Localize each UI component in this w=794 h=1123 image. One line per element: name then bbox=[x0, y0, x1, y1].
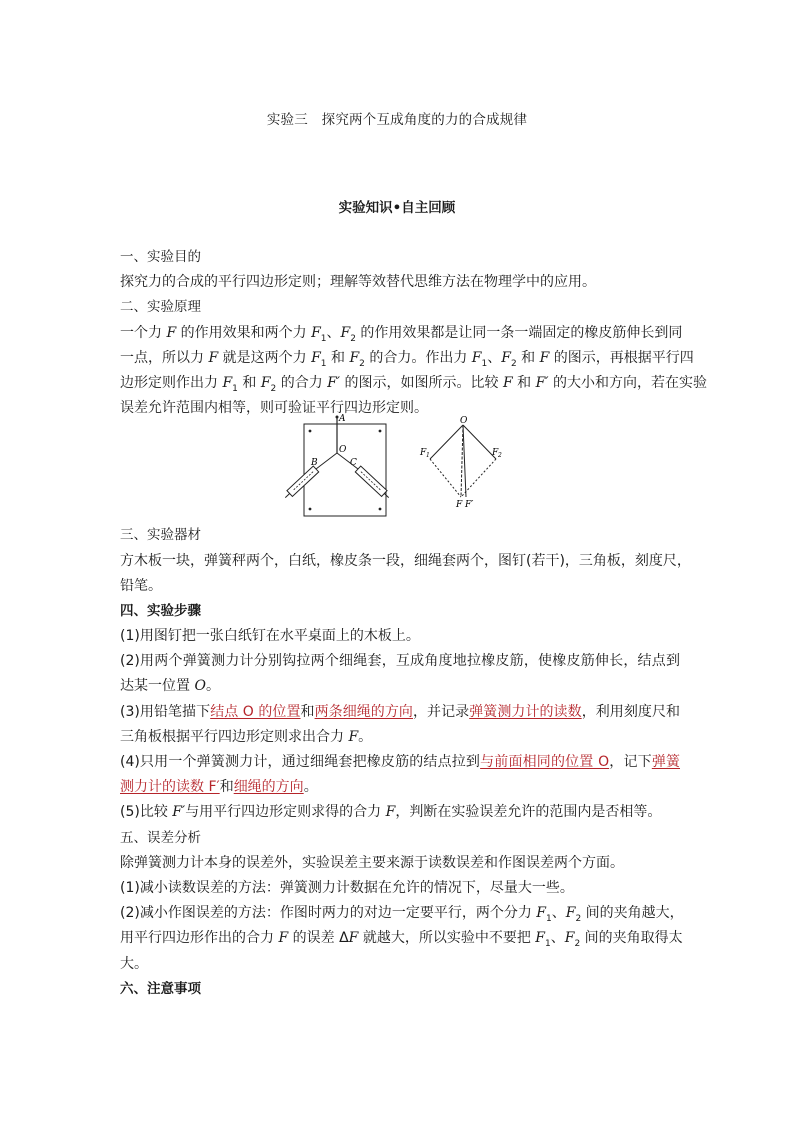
principle-line-2: 一点，所以力 F 就是这两个力 $F_1$ 和 $F_2$ 的合力。作出力 $F_1$、$F_2$ 和 F 的图示，再根据平行四 bbox=[120, 349, 694, 369]
document-body bbox=[120, 245, 707, 1002]
pin bbox=[379, 430, 382, 433]
heading-error-analysis: 五、误差分析 bbox=[120, 829, 201, 846]
heading-steps: 四、实验步骤 bbox=[120, 602, 201, 619]
vector-f bbox=[461, 425, 463, 497]
step-5: (5)比较 F′与用平行四边形定则求得的合力 F，判断在实验误差允许的范围内是否相等。 bbox=[120, 804, 662, 821]
error-line-3: (2)减小作图误差的方法：作图时两力的对边一定要平行，两个分力 $F_1$、$F_2$ 间的夹角越大， bbox=[120, 905, 684, 924]
label-b: B bbox=[311, 458, 318, 469]
equipment-line-2: 铅笔。 bbox=[120, 577, 162, 594]
error-line-5: 大。 bbox=[120, 955, 148, 972]
blank-answer: 细绳的方向 bbox=[233, 779, 304, 796]
step-2-line-1: (2)用两个弹簧测力计分别钩拉两个细绳套，互成角度地拉橡皮筋，使橡皮筋伸长，结点到 bbox=[120, 653, 680, 670]
principle-line-4: 误差允许范围内相等，则可验证平行四边形定则。 bbox=[120, 400, 428, 417]
step-2-line-2: 达某一位置 O。 bbox=[120, 678, 220, 695]
blank-answer: 与前面相同的位置 O bbox=[480, 754, 610, 770]
step-3-line-2: 三角板根据平行四边形定则求出合力 F。 bbox=[120, 728, 373, 745]
step-3-line-1: (3)用铅笔描下结点 O 的位置和两条细绳的方向，并记录弹簧测力计的读数，利用刻度尺和 bbox=[120, 703, 681, 720]
label-f1: F bbox=[420, 448, 427, 459]
error-line-1: 除弹簧测力计本身的误差外，实验误差主要来源于读数误差和作图误差两个方面。 bbox=[120, 854, 624, 871]
pin bbox=[309, 430, 312, 433]
label-f2: F bbox=[492, 448, 499, 459]
blank-answer: 结点 O 的位置 bbox=[210, 703, 301, 720]
blank-answer: 两条细绳的方向 bbox=[314, 703, 413, 720]
error-line-4: 用平行四边形作出的合力 F 的误差 ΔF 就越大，所以实验中不要把 $F_1$、$F_2$ 间的夹角取得太 bbox=[120, 930, 683, 950]
equipment-line-1: 方木板一块，弹簧秤两个，白纸，橡皮条一段，细绳套两个，图钉(若干)，三角板，刻度尺， bbox=[120, 552, 691, 569]
board-diagram bbox=[283, 414, 392, 516]
principle-line-3: 边形定则作出力 $F_1$ 和 $F_2$ 的合力 F′ 的图示，如图所示。比较 F 和 F′ 的大小和方向，若在实验 bbox=[120, 374, 707, 394]
label-c: C bbox=[350, 458, 357, 469]
heading-equipment: 三、实验器材 bbox=[120, 527, 201, 544]
blank-answer: 弹簧 bbox=[651, 754, 680, 770]
experiment-figure bbox=[120, 414, 680, 523]
step-1: (1)用图钉把一张白纸钉在水平桌面上的木板上。 bbox=[120, 628, 420, 645]
spring-scale-left bbox=[283, 466, 319, 500]
vector-f-prime bbox=[463, 425, 466, 497]
step-4-line-2: 测力计的读数 F′和细绳的方向。 bbox=[120, 779, 318, 796]
document-title: 实验三 探究两个互成角度的力的合成规律 bbox=[266, 112, 528, 128]
heading-purpose: 一、实验目的 bbox=[120, 249, 201, 265]
purpose-text: 探究力的合成的平行四边形定则；理解等效替代思维方法在物理学中的应用。 bbox=[120, 274, 596, 291]
dashed-side bbox=[430, 459, 461, 497]
blank-answer: 测力计的读数 F′ bbox=[120, 779, 220, 796]
force-diagram bbox=[419, 416, 502, 510]
string-b bbox=[316, 453, 337, 469]
pin bbox=[379, 508, 382, 511]
svg-text:2: 2 bbox=[498, 452, 502, 460]
figure-svg bbox=[120, 414, 680, 523]
principle-line-1: 一个力 F 的作用效果和两个力 $F_1$、$F_2$ 的作用效果都是让同一条一端固定的橡皮筋伸长到同 bbox=[120, 324, 683, 344]
step-4-line-1: (4)只用一个弹簧测力计，通过细绳套把橡皮筋的结点拉到与前面相同的位置 O，记下弹簧 bbox=[120, 754, 680, 770]
label-a: A bbox=[339, 414, 346, 425]
vector-f1 bbox=[430, 425, 463, 459]
section-subtitle: 实验知识•自主回顾 bbox=[338, 200, 456, 216]
heading-principle: 二、实验原理 bbox=[120, 299, 201, 316]
blank-answer: 弹簧测力计的读数 bbox=[469, 703, 582, 720]
error-line-2: (1)减小读数误差的方法：弹簧测力计数据在允许的情况下，尽量大一些。 bbox=[120, 879, 574, 896]
label-o: O bbox=[339, 445, 347, 456]
svg-text:1: 1 bbox=[426, 452, 430, 460]
label-f: F bbox=[456, 500, 463, 511]
label-o-force: O bbox=[460, 416, 468, 427]
pin bbox=[309, 508, 312, 511]
label-f-prime: F′ bbox=[465, 500, 474, 511]
heading-notes: 六、注意事项 bbox=[120, 980, 201, 997]
